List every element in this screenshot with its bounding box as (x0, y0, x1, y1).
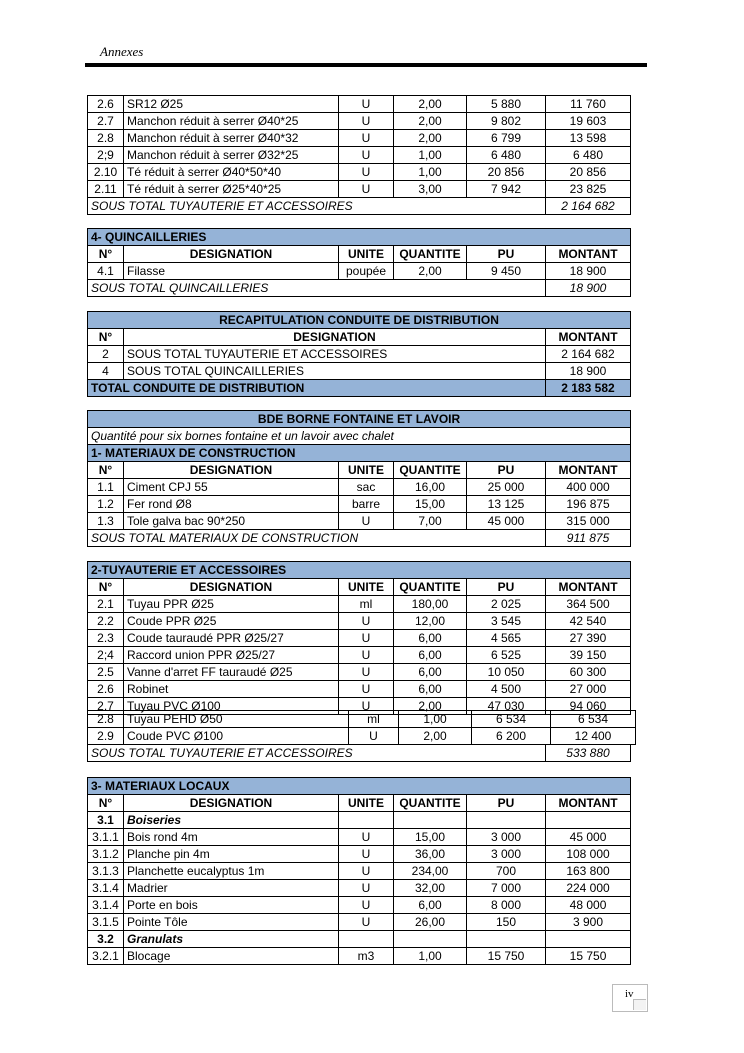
table-row (88, 880, 631, 897)
item-designation: Coude PVC Ø100 (124, 728, 349, 745)
item-amount: 15 750 (546, 948, 631, 965)
col-n: N° (88, 795, 124, 812)
table-row (88, 613, 631, 630)
item-amount: 45 000 (546, 829, 631, 846)
item-number: 2.5 (88, 664, 124, 681)
total-value: 2 183 582 (546, 380, 631, 397)
item-unit: U (339, 829, 394, 846)
recap-title: RECAPITULATION CONDUITE DE DISTRIBUTION (88, 312, 631, 329)
table-row (88, 948, 631, 965)
table-row (88, 130, 631, 147)
item-unit: U (339, 698, 394, 715)
item-quantity: 2,00 (394, 698, 467, 715)
item-designation: SOUS TOTAL QUINCAILLERIES (124, 363, 546, 380)
tuyauterie-continuation-table (87, 95, 631, 215)
table-row (88, 846, 631, 863)
item-quantity: 6,00 (394, 630, 467, 647)
item-quantity: 36,00 (394, 846, 467, 863)
subtotal-label: SOUS TOTAL TUYAUTERIE ET ACCESSOIRES (88, 745, 546, 762)
item-quantity: 15,00 (394, 829, 467, 846)
item-designation: Tuyau PPR Ø25 (124, 596, 339, 613)
section-title: 4- QUINCAILLERIES (88, 229, 631, 246)
item-number: 4 (88, 363, 124, 380)
item-number: 1.3 (88, 513, 124, 530)
recap-table (87, 311, 631, 397)
table-row (88, 147, 631, 164)
item-number: 2.10 (88, 164, 124, 181)
col-pu: PU (467, 462, 546, 479)
item-designation: Tole galva bac 90*250 (124, 513, 339, 530)
item-unit-price: 3 545 (467, 613, 546, 630)
item-amount: 42 540 (546, 613, 631, 630)
tuy-shift-body (88, 711, 636, 745)
col-pu: PU (467, 579, 546, 596)
item-designation: Tuyau PVC Ø100 (124, 698, 339, 715)
item-number: 1.2 (88, 496, 124, 513)
table-row (88, 496, 631, 513)
tuyauterie-subtotal (87, 744, 631, 762)
item-unit-price: 6 525 (467, 647, 546, 664)
item-quantity: 2,00 (399, 728, 472, 745)
section-title: 1- MATERIAUX DE CONSTRUCTION (88, 445, 631, 462)
col-n: N° (88, 329, 124, 346)
subtotal-label: SOUS TOTAL MATERIAUX DE CONSTRUCTION (88, 530, 546, 547)
item-designation: SR12 Ø25 (124, 96, 339, 113)
subsection-number: 3.2 (88, 931, 124, 948)
subsection-title: Granulats (124, 931, 339, 948)
item-quantity: 1,00 (399, 711, 472, 728)
subtotal-label: SOUS TOTAL QUINCAILLERIES (88, 280, 546, 297)
table-row (88, 829, 631, 846)
item-quantity: 2,00 (394, 96, 467, 113)
item-unit: U (339, 130, 394, 147)
item-number: 2.8 (88, 130, 124, 147)
item-number: 3.1.5 (88, 914, 124, 931)
item-unit: U (339, 681, 394, 698)
item-number: 2.3 (88, 630, 124, 647)
item-quantity: 26,00 (394, 914, 467, 931)
col-montant: MONTANT (546, 579, 631, 596)
item-amount: 108 000 (546, 846, 631, 863)
subsection-title: Boiseries (124, 812, 339, 829)
col-quantite: QUANTITE (394, 246, 467, 263)
item-unit-price: 9 450 (467, 263, 546, 280)
col-n: N° (88, 246, 124, 263)
tuy-body (88, 596, 631, 715)
bde-materiaux-table (87, 410, 631, 547)
loc-body1 (88, 829, 631, 931)
item-amount: 19 603 (546, 113, 631, 130)
item-number: 2.7 (88, 113, 124, 130)
col-quantite: QUANTITE (394, 462, 467, 479)
item-amount: 27 390 (546, 630, 631, 647)
item-unit-price: 5 880 (467, 96, 546, 113)
col-unite: UNITE (339, 462, 394, 479)
quinc-body (88, 263, 631, 280)
page-header-title: Annexes (100, 44, 144, 59)
item-unit-price: 6 200 (472, 728, 551, 745)
mat-body (88, 479, 631, 530)
tuyauterie-table (87, 561, 631, 715)
col-designation: DESIGNATION (124, 462, 339, 479)
item-unit-price: 15 750 (467, 948, 546, 965)
subsection-number: 3.1 (88, 812, 124, 829)
item-unit-price: 700 (467, 863, 546, 880)
table-row (88, 863, 631, 880)
item-designation: Pointe Tôle (124, 914, 339, 931)
item-designation: Manchon réduit à serrer Ø40*32 (124, 130, 339, 147)
item-number: 2.11 (88, 181, 124, 198)
item-amount: 60 300 (546, 664, 631, 681)
recap-body (88, 346, 631, 380)
table-row (88, 647, 631, 664)
table-row (88, 728, 636, 745)
subsection-row (88, 931, 631, 948)
item-amount: 400 000 (546, 479, 631, 496)
item-number: 2.1 (88, 596, 124, 613)
item-designation: Manchon réduit à serrer Ø32*25 (124, 147, 339, 164)
item-unit-price: 13 125 (467, 496, 546, 513)
section-title: 2-TUYAUTERIE ET ACCESSOIRES (88, 562, 631, 579)
item-unit-price: 2 025 (467, 596, 546, 613)
item-number: 3.1.2 (88, 846, 124, 863)
item-designation: Filasse (124, 263, 339, 280)
item-amount: 39 150 (546, 647, 631, 664)
table-row (88, 681, 631, 698)
item-unit-price: 4 500 (467, 681, 546, 698)
col-quantite: QUANTITE (394, 795, 467, 812)
item-designation: Coude PPR Ø25 (124, 613, 339, 630)
item-unit: U (339, 846, 394, 863)
item-quantity: 6,00 (394, 681, 467, 698)
item-quantity: 6,00 (394, 647, 467, 664)
col-montant: MONTANT (546, 795, 631, 812)
item-number: 3.1.4 (88, 897, 124, 914)
table-row (88, 96, 631, 113)
item-amount: 2 164 682 (546, 346, 631, 363)
item-number: 3.2.1 (88, 948, 124, 965)
section-title: 3- MATERIAUX LOCAUX (88, 778, 631, 795)
item-unit-price: 10 050 (467, 664, 546, 681)
item-unit: sac (339, 479, 394, 496)
col-designation: DESIGNATION (124, 795, 339, 812)
bde-title: BDE BORNE FONTAINE ET LAVOIR (88, 411, 631, 428)
item-designation: Planche pin 4m (124, 846, 339, 863)
item-amount: 23 825 (546, 181, 631, 198)
item-quantity: 1,00 (394, 164, 467, 181)
item-unit: U (339, 181, 394, 198)
item-amount: 3 900 (546, 914, 631, 931)
item-unit-price: 7 000 (467, 880, 546, 897)
page-fold-decoration (633, 999, 646, 1010)
item-designation: Robinet (124, 681, 339, 698)
item-number: 2;4 (88, 647, 124, 664)
item-unit-price: 45 000 (467, 513, 546, 530)
item-amount: 94 060 (546, 698, 631, 715)
item-designation: Té réduit à serrer Ø40*50*40 (124, 164, 339, 181)
col-pu: PU (467, 795, 546, 812)
item-amount: 163 800 (546, 863, 631, 880)
col-unite: UNITE (339, 579, 394, 596)
recap-total-row (88, 380, 631, 397)
total-label: TOTAL CONDUITE DE DISTRIBUTION (88, 380, 546, 397)
item-unit: U (339, 630, 394, 647)
item-quantity: 2,00 (394, 263, 467, 280)
item-number: 3.1.3 (88, 863, 124, 880)
item-designation: Madrier (124, 880, 339, 897)
table-row (88, 711, 636, 728)
column-header-row (88, 246, 631, 263)
table-row (88, 914, 631, 931)
table-row (88, 263, 631, 280)
item-designation: Coude tauraudé PPR Ø25/27 (124, 630, 339, 647)
item-amount: 11 760 (546, 96, 631, 113)
item-unit-price: 47 030 (467, 698, 546, 715)
table-row (88, 596, 631, 613)
subtotal-value: 533 880 (546, 745, 631, 762)
item-quantity: 7,00 (394, 513, 467, 530)
item-unit: U (339, 880, 394, 897)
item-number: 2.8 (88, 711, 124, 728)
item-unit-price: 8 000 (467, 897, 546, 914)
item-number: 2.2 (88, 613, 124, 630)
table-row (88, 897, 631, 914)
col-n: N° (88, 579, 124, 596)
item-quantity: 1,00 (394, 147, 467, 164)
item-number: 1.1 (88, 479, 124, 496)
table-row (88, 164, 631, 181)
table-row (88, 113, 631, 130)
item-amount: 13 598 (546, 130, 631, 147)
item-unit: ml (339, 596, 394, 613)
item-unit: U (339, 513, 394, 530)
item-number: 3.1.4 (88, 880, 124, 897)
item-amount: 20 856 (546, 164, 631, 181)
col-unite: UNITE (339, 246, 394, 263)
item-designation: Planchette eucalyptus 1m (124, 863, 339, 880)
item-quantity: 1,00 (394, 948, 467, 965)
item-unit: U (339, 113, 394, 130)
subsection-row (88, 812, 631, 829)
item-number: 2.7 (88, 698, 124, 715)
col-designation: DESIGNATION (124, 329, 546, 346)
col-unite: UNITE (339, 795, 394, 812)
item-quantity: 6,00 (394, 664, 467, 681)
loc-body2 (88, 948, 631, 965)
item-unit: U (349, 728, 399, 745)
col-designation: DESIGNATION (124, 579, 339, 596)
tuyauterie-shifted-rows (87, 710, 636, 745)
item-number: 2.6 (88, 681, 124, 698)
item-amount: 364 500 (546, 596, 631, 613)
item-unit: U (339, 96, 394, 113)
item-number: 4.1 (88, 263, 124, 280)
item-amount: 48 000 (546, 897, 631, 914)
item-quantity: 234,00 (394, 863, 467, 880)
item-unit: ml (349, 711, 399, 728)
item-unit-price: 6 480 (467, 147, 546, 164)
item-designation: Fer rond Ø8 (124, 496, 339, 513)
quincailleries-table (87, 228, 631, 297)
item-number: 3.1.1 (88, 829, 124, 846)
item-number: 2 (88, 346, 124, 363)
item-quantity: 2,00 (394, 130, 467, 147)
header-rule (85, 63, 647, 67)
item-quantity: 12,00 (394, 613, 467, 630)
item-designation: Vanne d'arret FF tauraudé Ø25 (124, 664, 339, 681)
page-number: iv (625, 988, 634, 1000)
item-designation: Manchon réduit à serrer Ø40*25 (124, 113, 339, 130)
table-row (88, 664, 631, 681)
item-unit-price: 25 000 (467, 479, 546, 496)
table-row (88, 630, 631, 647)
item-designation: Tuyau PEHD Ø50 (124, 711, 349, 728)
item-designation: SOUS TOTAL TUYAUTERIE ET ACCESSOIRES (124, 346, 546, 363)
item-unit-price: 6 799 (467, 130, 546, 147)
item-unit-price: 6 534 (472, 711, 551, 728)
item-amount: 315 000 (546, 513, 631, 530)
item-unit-price: 150 (467, 914, 546, 931)
item-unit: U (339, 613, 394, 630)
item-amount: 12 400 (551, 728, 636, 745)
item-unit: U (339, 914, 394, 931)
item-quantity: 2,00 (394, 113, 467, 130)
item-designation: Té réduit à serrer Ø25*40*25 (124, 181, 339, 198)
table-row (88, 181, 631, 198)
subtotal-value: 911 875 (546, 530, 631, 547)
subtotal-label: SOUS TOTAL TUYAUTERIE ET ACCESSOIRES (88, 198, 546, 215)
item-amount: 18 900 (546, 363, 631, 380)
bde-note: Quantité pour six bornes fontaine et un lavoir avec chalet (88, 428, 631, 445)
col-montant: MONTANT (546, 462, 631, 479)
subtotal-value: 18 900 (546, 280, 631, 297)
table-row (88, 513, 631, 530)
item-unit-price: 4 565 (467, 630, 546, 647)
col-pu: PU (467, 246, 546, 263)
item-amount: 27 000 (546, 681, 631, 698)
item-number: 2.6 (88, 96, 124, 113)
item-designation: Porte en bois (124, 897, 339, 914)
item-designation: Bois rond 4m (124, 829, 339, 846)
subtotal-value: 2 164 682 (546, 198, 631, 215)
item-amount: 224 000 (546, 880, 631, 897)
item-unit: U (339, 664, 394, 681)
item-quantity: 6,00 (394, 897, 467, 914)
item-unit: U (339, 164, 394, 181)
table-row (88, 363, 631, 380)
item-unit: poupée (339, 263, 394, 280)
item-unit-price: 3 000 (467, 829, 546, 846)
item-unit: barre (339, 496, 394, 513)
item-unit: U (339, 897, 394, 914)
col-designation: DESIGNATION (124, 246, 339, 263)
item-unit-price: 3 000 (467, 846, 546, 863)
item-quantity: 3,00 (394, 181, 467, 198)
item-designation: Ciment CPJ 55 (124, 479, 339, 496)
item-quantity: 15,00 (394, 496, 467, 513)
quinc-subtotal-row (88, 280, 631, 297)
item-quantity: 32,00 (394, 880, 467, 897)
item-designation: Blocage (124, 948, 339, 965)
materiaux-locaux-table (87, 777, 631, 965)
col-quantite: QUANTITE (394, 579, 467, 596)
col-montant: MONTANT (546, 246, 631, 263)
item-amount: 196 875 (546, 496, 631, 513)
t1-body (88, 96, 631, 198)
item-unit: U (339, 647, 394, 664)
item-unit: U (339, 863, 394, 880)
item-unit: m3 (339, 948, 394, 965)
item-quantity: 180,00 (394, 596, 467, 613)
table-row (88, 479, 631, 496)
item-number: 2.9 (88, 728, 124, 745)
item-amount: 6 480 (546, 147, 631, 164)
item-unit-price: 9 802 (467, 113, 546, 130)
item-unit-price: 20 856 (467, 164, 546, 181)
col-montant: MONTANT (546, 329, 631, 346)
item-unit-price: 7 942 (467, 181, 546, 198)
t1-subtotal-row (88, 198, 631, 215)
col-n: N° (88, 462, 124, 479)
item-quantity: 16,00 (394, 479, 467, 496)
item-unit: U (339, 147, 394, 164)
item-amount: 18 900 (546, 263, 631, 280)
item-amount: 6 534 (551, 711, 636, 728)
item-number: 2;9 (88, 147, 124, 164)
table-row (88, 346, 631, 363)
item-designation: Raccord union PPR Ø25/27 (124, 647, 339, 664)
